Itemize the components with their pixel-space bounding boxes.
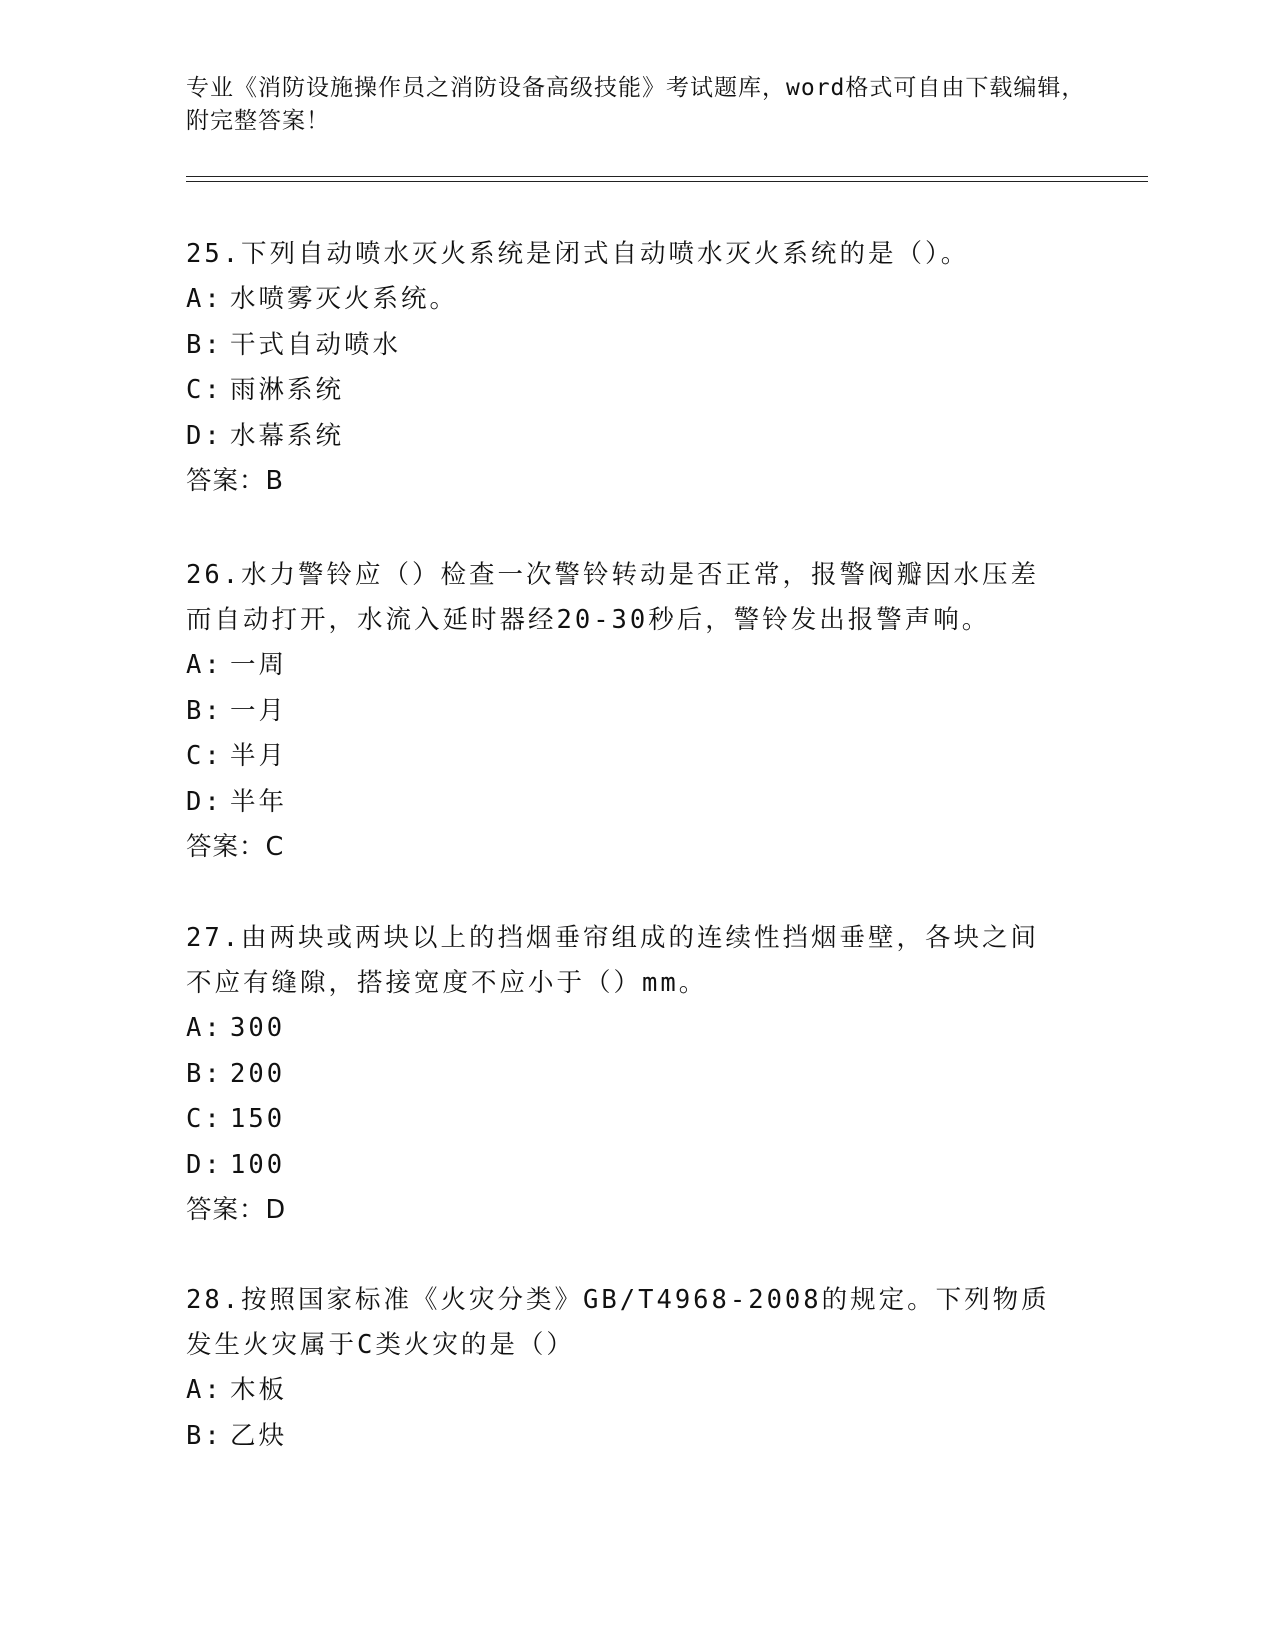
- option-text: 水幕系统: [230, 420, 345, 451]
- option-d: [186, 780, 1066, 826]
- option-key: D:: [186, 420, 223, 451]
- option-a: [186, 1006, 1066, 1052]
- option-text: 一周: [230, 650, 288, 680]
- answer-line: 答案：C: [186, 832, 285, 862]
- option-d: [186, 414, 1066, 460]
- option-a: [186, 1368, 1066, 1414]
- answer-line: 答案：B: [186, 466, 284, 496]
- option-b: [186, 689, 1066, 735]
- option-key: C:: [186, 741, 223, 771]
- option-key: A:: [186, 650, 223, 680]
- option-text: 半年: [230, 786, 288, 817]
- option-d: [186, 1143, 1066, 1189]
- option-b: [186, 323, 1066, 369]
- option-text: 200: [230, 1058, 286, 1089]
- option-key: C:: [186, 375, 223, 405]
- question-stem: 27.由两块或两块以上的挡烟垂帘组成的连续性挡烟垂壁，各块之间不应有缝隙，搭接宽度不应小于（）mm。: [186, 923, 1040, 998]
- question-28: [186, 1278, 1066, 1459]
- header-divider-top: [186, 176, 1148, 177]
- option-a: [186, 277, 1066, 323]
- option-text: 木板: [230, 1375, 288, 1405]
- question-stem: 25.下列自动喷水灭火系统是闭式自动喷水灭火系统的是（）。: [186, 239, 970, 269]
- question-27: [186, 916, 1066, 1233]
- question-stem: 26.水力警铃应（）检查一次警铃转动是否正常，报警阀瓣因水压差而自动打开，水流入延时器经20-30秒后，警铃发出报警声响。: [186, 560, 1040, 635]
- option-key: A:: [186, 1013, 223, 1043]
- option-text: 乙炔: [230, 1420, 288, 1451]
- option-key: D:: [186, 786, 223, 817]
- option-key: A:: [186, 284, 223, 314]
- option-text: 一月: [230, 695, 288, 726]
- option-text: 半月: [230, 741, 288, 771]
- question-26: [186, 553, 1066, 870]
- option-b: [186, 1414, 1066, 1460]
- option-text: 雨淋系统: [230, 375, 345, 405]
- question-stem: 28.按照国家标准《火灾分类》GB/T4968-2008的规定。下列物质发生火灾属于C类火灾的是（）: [186, 1285, 1050, 1360]
- question-25: [186, 232, 1066, 504]
- option-key: B:: [186, 1420, 223, 1451]
- option-a: [186, 643, 1066, 689]
- option-key: B:: [186, 329, 223, 360]
- option-text: 300: [230, 1013, 286, 1043]
- option-text: 100: [230, 1149, 286, 1180]
- option-key: A:: [186, 1375, 223, 1405]
- option-c: [186, 1097, 1066, 1143]
- document-header: 专业《消防设施操作员之消防设备高级技能》考试题库，word格式可自由下载编辑，附完整答案！: [186, 75, 1086, 134]
- option-key: B:: [186, 1058, 223, 1089]
- option-c: [186, 368, 1066, 414]
- option-text: 水喷雾灭火系统。: [230, 284, 459, 314]
- option-key: D:: [186, 1149, 223, 1180]
- option-b: [186, 1052, 1066, 1098]
- option-text: 150: [230, 1104, 286, 1134]
- option-c: [186, 734, 1066, 780]
- answer-line: 答案：D: [186, 1195, 287, 1225]
- option-key: B:: [186, 695, 223, 726]
- option-text: 干式自动喷水: [230, 329, 402, 360]
- option-key: C:: [186, 1104, 223, 1134]
- header-divider-bottom: [186, 181, 1148, 182]
